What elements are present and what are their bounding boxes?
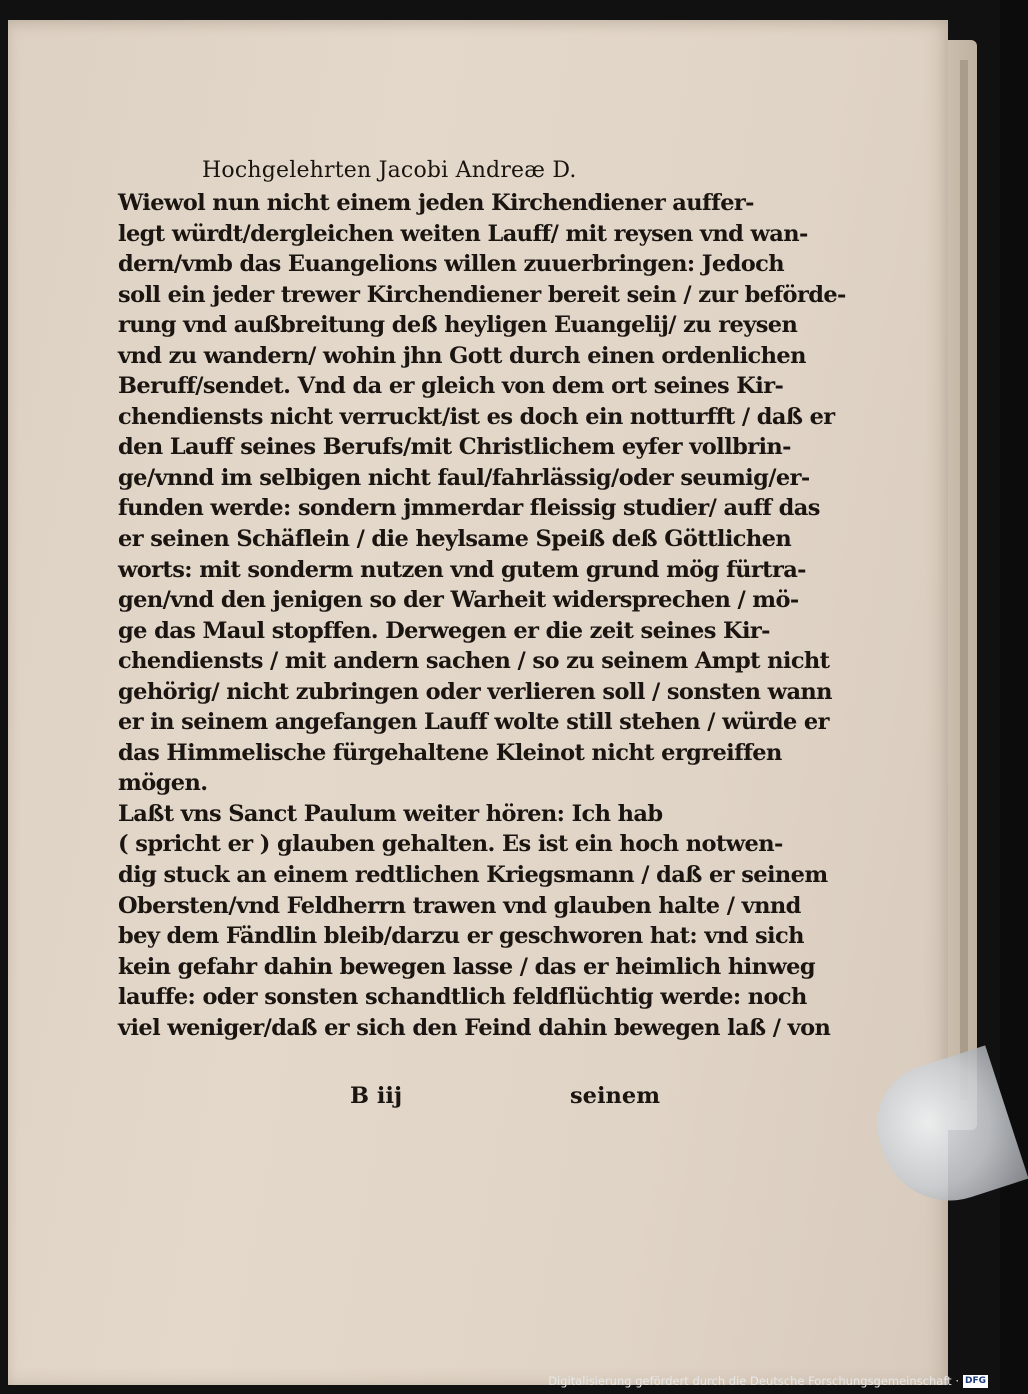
text-line: chendiensts / mit andern sachen / so zu seinem Ampt nicht [118,648,830,675]
text-line: viel weniger/daß er sich den Feind dahin bewegen laß / von [118,1014,831,1041]
text-line: Beruff/sendet. Vnd da er gleich von dem ort seines Kir- [118,373,784,400]
text-line: dig stuck an einem redtlichen Kriegsmann / daß er seinem [118,862,828,889]
credit-text: Digitalisierung gefördert durch die Deutsche Forschungsgemeinschaft · [548,1374,959,1388]
text-line: lauffe: oder sonsten schandtlich feldflüchtig werde: noch [118,984,807,1011]
text-line: gen/vnd den jenigen so der Warheit widersprechen / mö- [118,587,799,614]
text-line: soll ein jeder trewer Kirchendiener bereit sein / zur beförde- [118,281,846,308]
digitization-credit [548,1374,988,1388]
text-line: Wiewol nun nicht einem jeden Kirchendiener auffer- [118,190,754,216]
dfg-logo: DFG [964,1375,986,1386]
text-line: worts: mit sonderm nutzen vnd gutem grund mög fürtra- [118,556,806,583]
text-line: chendiensts nicht verruckt/ist es doch ein notturfft / daß er [118,403,835,430]
text-line: gehörig/ nicht zubringen oder verlieren soll / sonsten wann [118,678,832,705]
text-line: das Himmelische fürgehaltene Kleinot nicht ergreiffen [118,739,782,766]
text-line: dern/vmb das Euangelions willen zuuerbringen: Jedoch [118,251,784,278]
signature-mark: B iij [350,1083,403,1109]
page-footer-line [350,1083,660,1115]
text-line: bey dem Fändlin bleib/darzu er geschworen hat: vnd sich [118,923,804,950]
body-text [118,188,846,1043]
text-line: kein gefahr dahin bewegen lasse / das er heimlich hinweg [118,953,815,980]
text-line: Obersten/vnd Feldherrn trawen vnd glauben halte / vnnd [118,892,801,919]
text-line: mögen. [118,770,208,797]
running-head: Hochgelehrten Jacobi Andreæ D. [202,158,577,183]
text-line: ge das Maul stopffen. Derwegen er die zeit seines Kir- [118,617,770,644]
text-line: er in seinem angefangen Lauff wolte still stehen / würde er [118,709,829,736]
page-stack-edge [960,60,968,1100]
text-line: legt würdt/dergleichen weiten Lauff/ mit reysen vnd wan- [118,220,808,247]
text-line: vnd zu wandern/ wohin jhn Gott durch einen ordenlichen [118,342,806,369]
text-line: rung vnd außbreitung deß heyligen Euangelij/ zu reysen [118,312,798,339]
text-line: ge/vnnd im selbigen nicht faul/fahrlässig/oder seumig/er- [118,464,810,491]
catchword: seinem [569,1083,660,1109]
text-line: funden werde: sondern jmmerdar fleissig studier/ auff das [118,495,820,522]
text-line: ( spricht er ) glauben gehalten. Es ist ein hoch notwen- [118,831,783,858]
text-line: er seinen Schäflein / die heylsame Speiß deß Göttlichen [118,526,792,553]
text-line: den Lauff seines Berufs/mit Christlichem eyfer vollbrin- [118,434,791,461]
text-line: Laßt vns Sanct Paulum weiter hören: Ich hab [118,800,663,827]
